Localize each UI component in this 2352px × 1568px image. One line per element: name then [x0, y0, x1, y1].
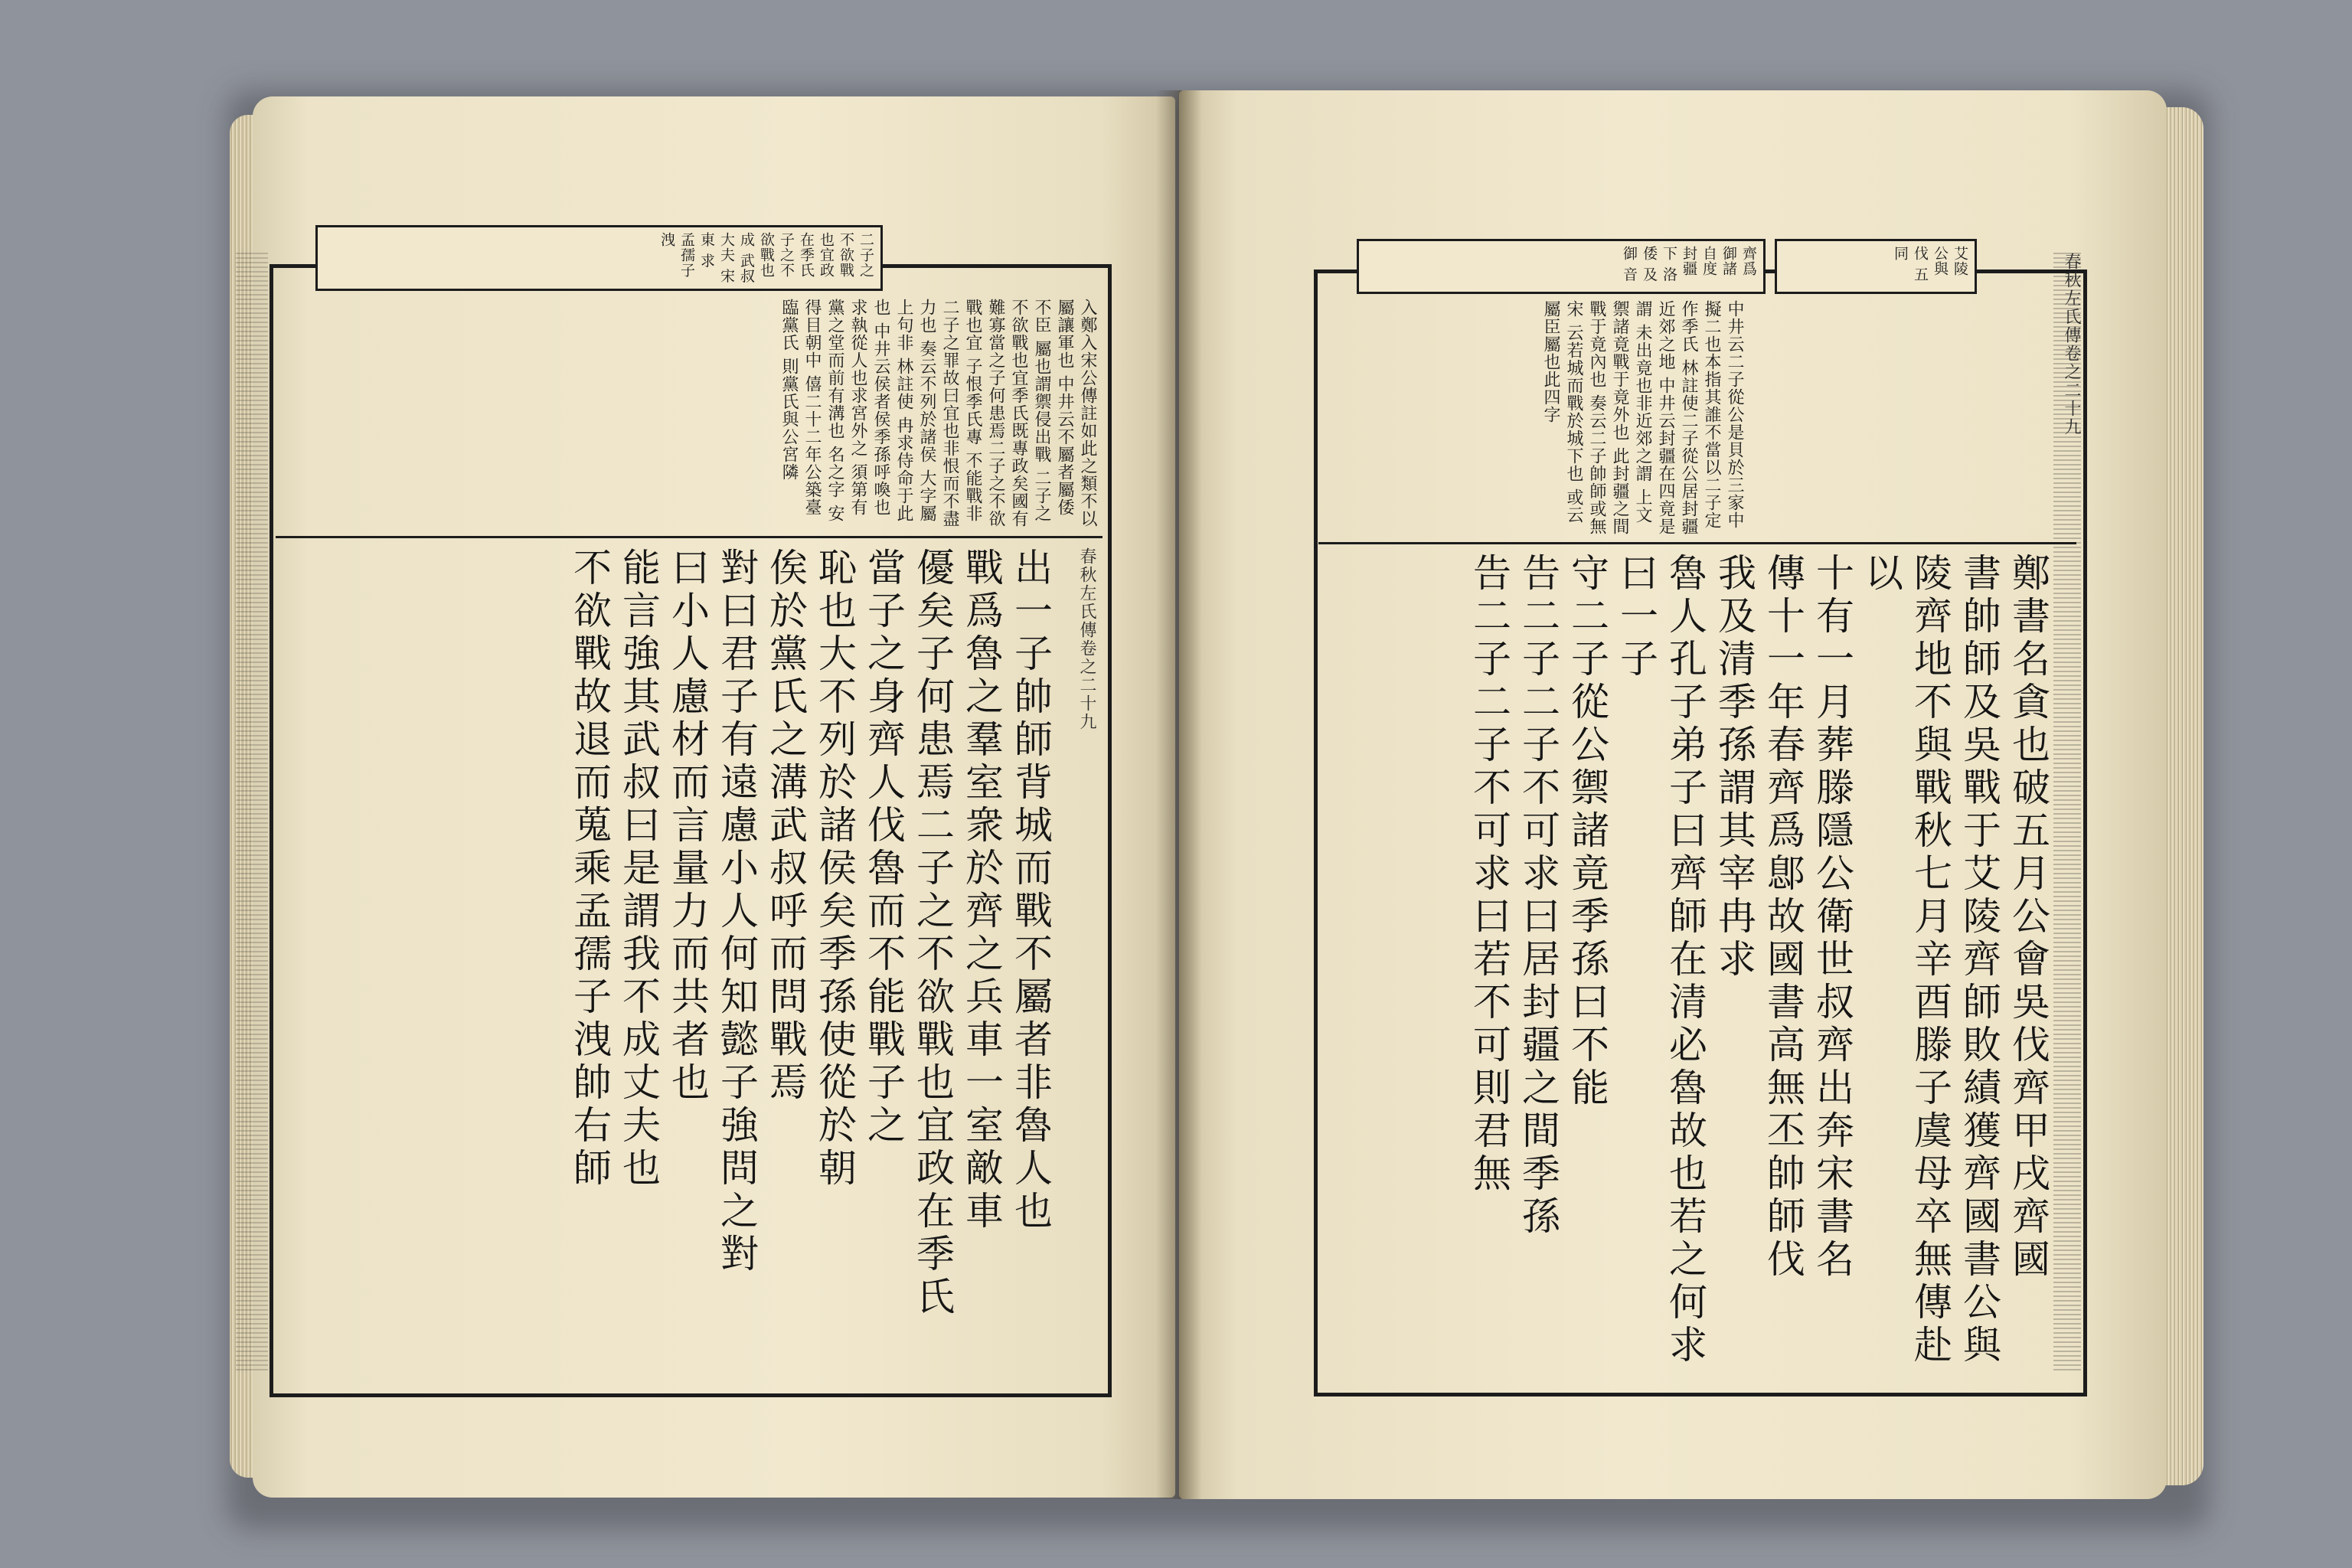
right-column: 告二子二子不可求曰居封疆之間季孫	[1516, 553, 1560, 1239]
left-main-text	[282, 547, 1055, 1382]
left-column: 俟於黨氏之溝武叔呼而問戰焉	[763, 547, 808, 1105]
right-column: 傳十一年春齊爲鄎故國書高無丕帥師伐	[1761, 553, 1805, 1282]
left-column: 不欲戰故退而蒐乘孟孺子洩帥右師	[567, 547, 612, 1191]
right-column: 魯人孔子弟子曰齊師在清必魯故也若之何求曰一子	[1614, 553, 1707, 1367]
right-column: 鄭書名貪也破五月公會吳伐齊甲戌齊國	[2006, 553, 2050, 1282]
left-edge-shadow	[236, 253, 268, 1370]
left-column: 能言強其武叔曰是謂我不成丈夫也	[616, 547, 661, 1191]
left-head-box	[315, 225, 883, 291]
right-column: 守二子從公禦諸竟季孫曰不能	[1565, 553, 1609, 1110]
right-divider	[1318, 542, 2076, 544]
left-column: 出一子帥師背城而戰不屬者非魯人也	[1008, 547, 1053, 1233]
left-column: 恥也大不列於諸侯矣季孫使從於朝	[812, 547, 857, 1191]
left-column: 當子之身齊人伐魯而不能戰子之	[861, 547, 906, 1148]
right-column: 陵齊地不與戰秋七月辛酉滕子虞母卒無傳赴以	[1859, 553, 1952, 1367]
left-column: 曰小人慮材而言量力而共者也	[665, 547, 710, 1105]
right-column: 告二子二子不可求曰若不可則君無	[1467, 553, 1511, 1196]
right-folio: 春秋左氏傳卷之二十九	[2062, 253, 2081, 436]
right-head-box-1	[1357, 239, 1766, 294]
left-column: 對曰君子有遠慮小人何知懿子強問之對	[714, 547, 759, 1276]
book-gutter	[1156, 90, 1202, 1499]
right-head-box-2	[1775, 239, 1977, 294]
left-column: 優矣子何患焉二子之不欲戰也宜政在季氏	[910, 547, 955, 1319]
right-commentary: 中井云二子從公是貝於三家中擬二也本指其誰不當以二子定 作季氏 林註使二子從公居封疆 近郊之地 中井云封疆在四竟是謂 未出竟也非近郊之謂 上文禦諸竟戰于竟外也 此封疆之間戰于竟內也 奏云二子帥師或無宋 云若城而戰於城下也 或云屬臣屬也此四字	[1541, 300, 1744, 535]
right-head-text-2: 艾陵 公與 伐 五 同	[1892, 246, 1968, 283]
right-column: 十有一月葬滕隱公衛世叔齊出奔宋書名	[1810, 553, 1854, 1282]
left-column: 戰爲魯之羣室衆於齊之兵車一室敵車	[959, 547, 1004, 1233]
right-column: 我及清季孫謂其宰冉求	[1712, 553, 1756, 982]
right-main-text	[1321, 553, 2053, 1383]
right-column: 書帥師及吳戰于艾陵齊師敗績獲齊國書公與	[1957, 553, 2001, 1367]
left-folio: 春秋左氏傳卷之二十九	[1077, 547, 1096, 731]
left-divider	[276, 536, 1102, 538]
right-head-text-1: 齊爲 御諸 自度 封疆 下 洛 倭 及 御 音	[1621, 246, 1757, 283]
right-edge-shadow	[2053, 253, 2081, 1370]
left-head-text: 二子之不欲戰也宜政在季氏 子之不欲戰也 成 武叔 大夫 宋 東 求 孟孺子洩	[658, 232, 874, 284]
left-commentary: 入鄭入宋公傳註如此之類不以屬讓軍也 中井云不屬者屬倭不臣 屬也謂禦侵出戰 二子之不欲戰也宜季氏既專政矣國有難寡當之子何患焉二子之不欲戰也宜 子恨季氏專 不能戰非二子之罪故曰宜也非恨而不盡力也 奏云不列於諸侯 大字屬上句非 林註使 冉求侍命于此也 中井云侯者侯季孫呼喚也求執從人也求宮外之 須第有黨之堂而前有溝也 名之字 安得目朝中 僖二十二年公築臺臨黨氏 則黨氏與公宮隣	[779, 299, 1097, 528]
